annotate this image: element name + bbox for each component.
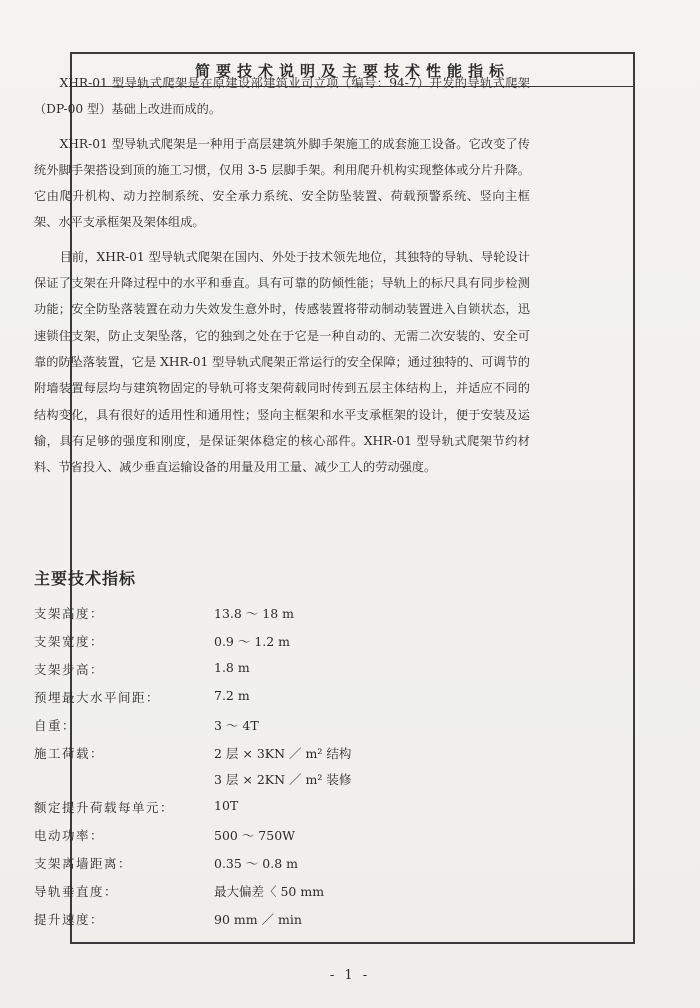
- spec-label: 导轨垂直度：: [34, 884, 119, 899]
- specs-list: [34, 598, 530, 932]
- spec-label: 支架高度：: [34, 606, 105, 621]
- spec-value: 最大偏差〈 50 mm: [214, 884, 325, 899]
- spec-row: [34, 598, 530, 626]
- spec-value: 0.35 ～ 0.8 m: [214, 856, 298, 871]
- page-number: - 1 -: [329, 968, 371, 983]
- spec-label: 自重：: [34, 718, 77, 733]
- spec-row: [34, 792, 530, 820]
- spec-value: 10T: [214, 798, 239, 813]
- paragraph-2: XHR-01 型导轨式爬架是一种用于高层建筑外脚手架施工的成套施工设备。它改变了传统外脚手架搭设到顶的施工习惯，仅用 3-5 层脚手架。利用爬升机构实现整体或分片升降。它由爬升机构、动力控制系统、安全承力系统、安全防坠装置、荷载预警系统、竖向主框架、水平支承框架及架体组成。: [34, 136, 530, 230]
- spec-label: 支架宽度：: [34, 634, 105, 649]
- spec-value: 0.9 ～ 1.2 m: [214, 634, 291, 649]
- spec-row: [34, 848, 530, 876]
- spec-row: [34, 654, 530, 682]
- paragraph-1: XHR-01 型导轨式爬架是在原建设部建筑业司立项（编号：94-7）开发的导轨式爬架（DP-00 型）基础上改进而成的。: [34, 76, 530, 117]
- document-title: 简要技术说明及主要技术性能指标: [194, 61, 510, 80]
- spec-row: [34, 904, 530, 932]
- spec-row: [34, 626, 530, 654]
- spec-label: 施工荷载：: [34, 746, 105, 761]
- document-body: [34, 70, 530, 480]
- spec-label: 支架离墙距离：: [34, 856, 133, 871]
- spec-value: 7.2 m: [214, 688, 250, 703]
- spec-row: [34, 738, 530, 792]
- spec-label: 预埋最大水平间距：: [34, 690, 161, 705]
- spec-value: 500 ～ 750W: [214, 828, 296, 843]
- paragraph-3: 目前，XHR-01 型导轨式爬架在国内、外处于技术领先地位，其独特的导轨、导轮设计保证了支架在升降过程中的水平和垂直。具有可靠的防倾性能；导轨上的标尺具有同步检测功能；安全防坠落装置在动力失效发生意外时，传感装置将带动制动装置进入自锁状态，迅速锁住支架，防止支架坠落，它的独到之处在于它是一种自动的、无需二次安装的、安全可靠的防坠落装置，它是 XHR-01 型导轨式爬架正常运行的安全保障；通过独特的、可调节的附墙装置每层均与建筑物固定的导轨可将支架荷载同时传到五层主体结构上，并适应不同的结构变化，具有很好的适用性和通用性；竖向主框架和水平支承框架的设计，便于安装及运输，具有足够的强度和刚度，是保证架体稳定的核心部件。XHR-01 型导轨式爬架节约材料、节省投入、减少垂直运输设备的用量及用工量、减少工人的劳动强度。: [34, 249, 530, 475]
- spec-row: [34, 820, 530, 848]
- spec-row: [34, 876, 530, 904]
- spec-value: 90 mm ／ min: [214, 912, 302, 927]
- spec-row: [34, 710, 530, 738]
- spec-value: 13.8 ～ 18 m: [214, 606, 295, 621]
- spec-value: 2 层 × 3KN ／ m² 结构: [214, 746, 352, 761]
- spec-label: 电动功率：: [34, 828, 105, 843]
- spec-label: 提升速度：: [34, 912, 105, 927]
- spec-value: 1.8 m: [214, 660, 250, 675]
- spec-row: [34, 682, 530, 710]
- spec-label: 支架步高：: [34, 662, 105, 677]
- specs-heading: 主要技术指标: [34, 569, 137, 588]
- spec-value-secondary: 3 层 × 2KN ／ m² 装修: [214, 772, 352, 787]
- spec-value: 3 ～ 4T: [214, 718, 259, 733]
- spec-label: 额定提升荷载每单元：: [34, 800, 175, 815]
